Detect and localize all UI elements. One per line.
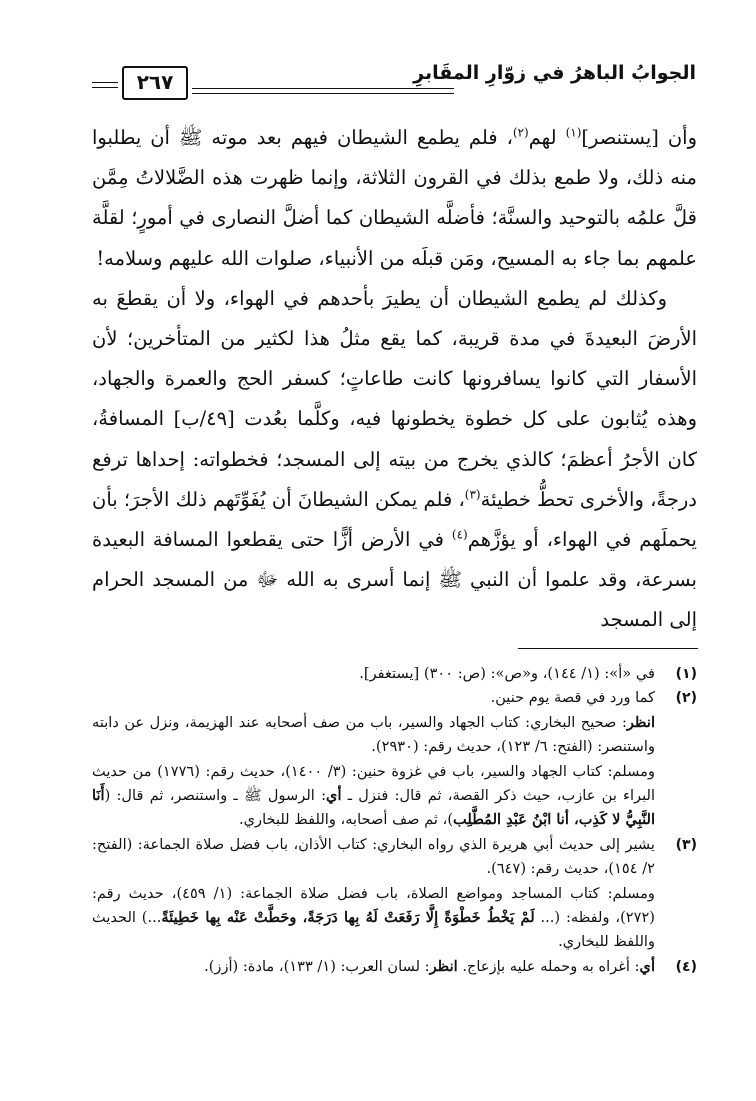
footnotes: [92, 662, 697, 1082]
header-rule: [92, 82, 118, 83]
text-run: ومسلم: كتاب المساجد ومواضع الصلاة، باب فضل صلاة الجماعة: (١/ ٤٥٩)، حديث رقم: (٢٧٢)، ولفظه: (...: [92, 884, 655, 927]
page-number: ٢٦٧: [122, 66, 188, 100]
text-run: : صحيح البخاري: كتاب الجهاد والسير، باب من صف أصحابه عند الهزيمة، ونزل عن دابته واستنصر: (الفتح: ٦/ ١٢٣)، حديث رقم: (٢٩٣٠).: [92, 713, 655, 756]
footnote-number: (٢): [675, 690, 697, 707]
text-run: ، فلم يطمع الشيطان فيهم بعد موته ﷺ أن يطلبوا منه ذلك، ولا طمع بذلك في القرون الثلاثة، وإنما ظهرت هذه الضَّلالاتُ مِمَّن قلَّ علمُه بالتوحيد والسنَّة؛ فأضلَّه الشيطان كما أضلَّ النصارى في أمورٍ؛ لقلَّة علمهم بما جاء به المسيح، ومَن قبلَه من الأنبياء، صلوات الله عليهم وسلامه!: [92, 126, 697, 270]
text-run: ومسلم: كتاب الجهاد والسير، باب في غزوة حنين: (٣/ ١٤٠٠)، حديث رقم: (١٧٧٦) من حديث البراء بن عازب، حيث ذكر القصة، ثم قال: فنزل ـ: [92, 762, 655, 805]
text-run: : أغراه به وحمله عليه بإزعاج.: [457, 957, 640, 975]
footnote-number: (١): [675, 666, 697, 682]
text-run: كما ورد في قصة يوم حنين.: [490, 689, 655, 707]
keyword: انظر: [429, 957, 458, 975]
book-title: الجوابُ الباهرُ في زوّارِ المقَابرِ: [413, 62, 696, 84]
text-run: وأن [يستنصر]: [581, 126, 697, 149]
keyword: أي: [639, 957, 655, 975]
main-text: [92, 118, 697, 638]
footnote-ref[interactable]: (٣): [464, 487, 481, 502]
footnote-number: (٣): [675, 836, 697, 853]
footnote-line: [92, 711, 655, 760]
paragraph: [92, 279, 697, 638]
keyword: انظر: [626, 713, 655, 731]
hadith-quote: لَمْ يَخْطُ خَطْوَةً إِلَّا رَفَعَتْ لَهُ بِها دَرَجَةً، وحَطَّتْ عَنْه بِها خَطِيئَةً: [161, 909, 535, 927]
running-header: [92, 60, 696, 104]
text-run: : لسان العرب: (١/ ١٣٣)، مادة: (أزز).: [204, 957, 430, 975]
footnote-divider: [518, 648, 698, 649]
text-run: وكذلك لم يطمع الشيطان أن يطيرَ بأحدهم في الهواء، ولا أن يقطعَ به الأرضَ البعيدةَ في مدة قريبة، كما يقع مثلُ هذا لكثير من المتأخرين؛ لأن الأسفار التي كانوا يسافرونها كانت طاعاتٍ؛ كسفر الحج والعمرة والجهاد، وهذه يُثابون على كل خطوة يخطونها فيه، وكلَّما بعُدت [٤٩/ب] المسافةُ، كان الأجرُ أعظمَ؛ كالذي يخرج من بيته إلى المسجد؛ فخطواته: إحداها ترفع درجةً، والأخرى تحطُّ خطيئة: [92, 286, 697, 511]
text-run: ...) الحديث واللفظ للبخاري.: [92, 909, 655, 951]
text-run: ، فلم يمكن الشيطانَ أن يُفَوِّتَهم ذلك الأجرَ؛ بأن يحملَهم في الهواء، أو يؤزَّهم: [92, 487, 697, 552]
hadith-quote: أَنَا النَّبِيُّ لا كَذِب، أنا ابْنُ عَبْدِ المُطَّلِب: [92, 787, 655, 829]
footnote-line: [92, 833, 655, 882]
footnote-ref[interactable]: (١): [565, 125, 582, 140]
text-run: يشير إلى حديث أبي هريرة الذي رواه البخاري: كتاب الأذان، باب فضل صلاة الجماعة: (الفتح: ٢/ ١٥٤)، حديث رقم: (٦٤٧).: [92, 835, 655, 878]
keyword: أي: [326, 787, 342, 805]
header-rule: [92, 87, 118, 88]
footnote: [92, 955, 697, 979]
text-run: لهم: [528, 126, 566, 149]
footnote-line: [92, 760, 655, 833]
footnote: [92, 686, 697, 832]
text-run: في الأرض أزًّا حتى يقطعوا المسافة البعيدة بسرعة، وقد علموا أن النبي ﷺ إنما أسرى به الله ﷻ من المسجد الحرام إلى المسجد: [92, 528, 697, 632]
header-rule: [192, 88, 454, 89]
paragraph: [92, 118, 697, 279]
text-run: : الرسول ﷺ ـ واستنصر، ثم قال: (: [104, 787, 327, 805]
text-run: في «أ»: (١/ ١٤٤)، و«ص»: (ص: ٣٠٠) [يستغفر].: [359, 665, 655, 682]
footnote: [92, 662, 697, 686]
header-rule: [192, 93, 454, 94]
text-run: )، ثم صف أصحابه، واللفظ للبخاري.: [238, 811, 454, 829]
footnote-ref[interactable]: (٢): [512, 125, 529, 140]
footnote-line: [92, 686, 655, 710]
footnote: [92, 833, 697, 955]
footnote-line: [92, 955, 655, 979]
footnote-ref[interactable]: (٤): [451, 527, 468, 542]
footnote-line: [92, 882, 655, 955]
footnote-number: (٤): [675, 958, 697, 975]
footnote-line: [92, 662, 655, 686]
